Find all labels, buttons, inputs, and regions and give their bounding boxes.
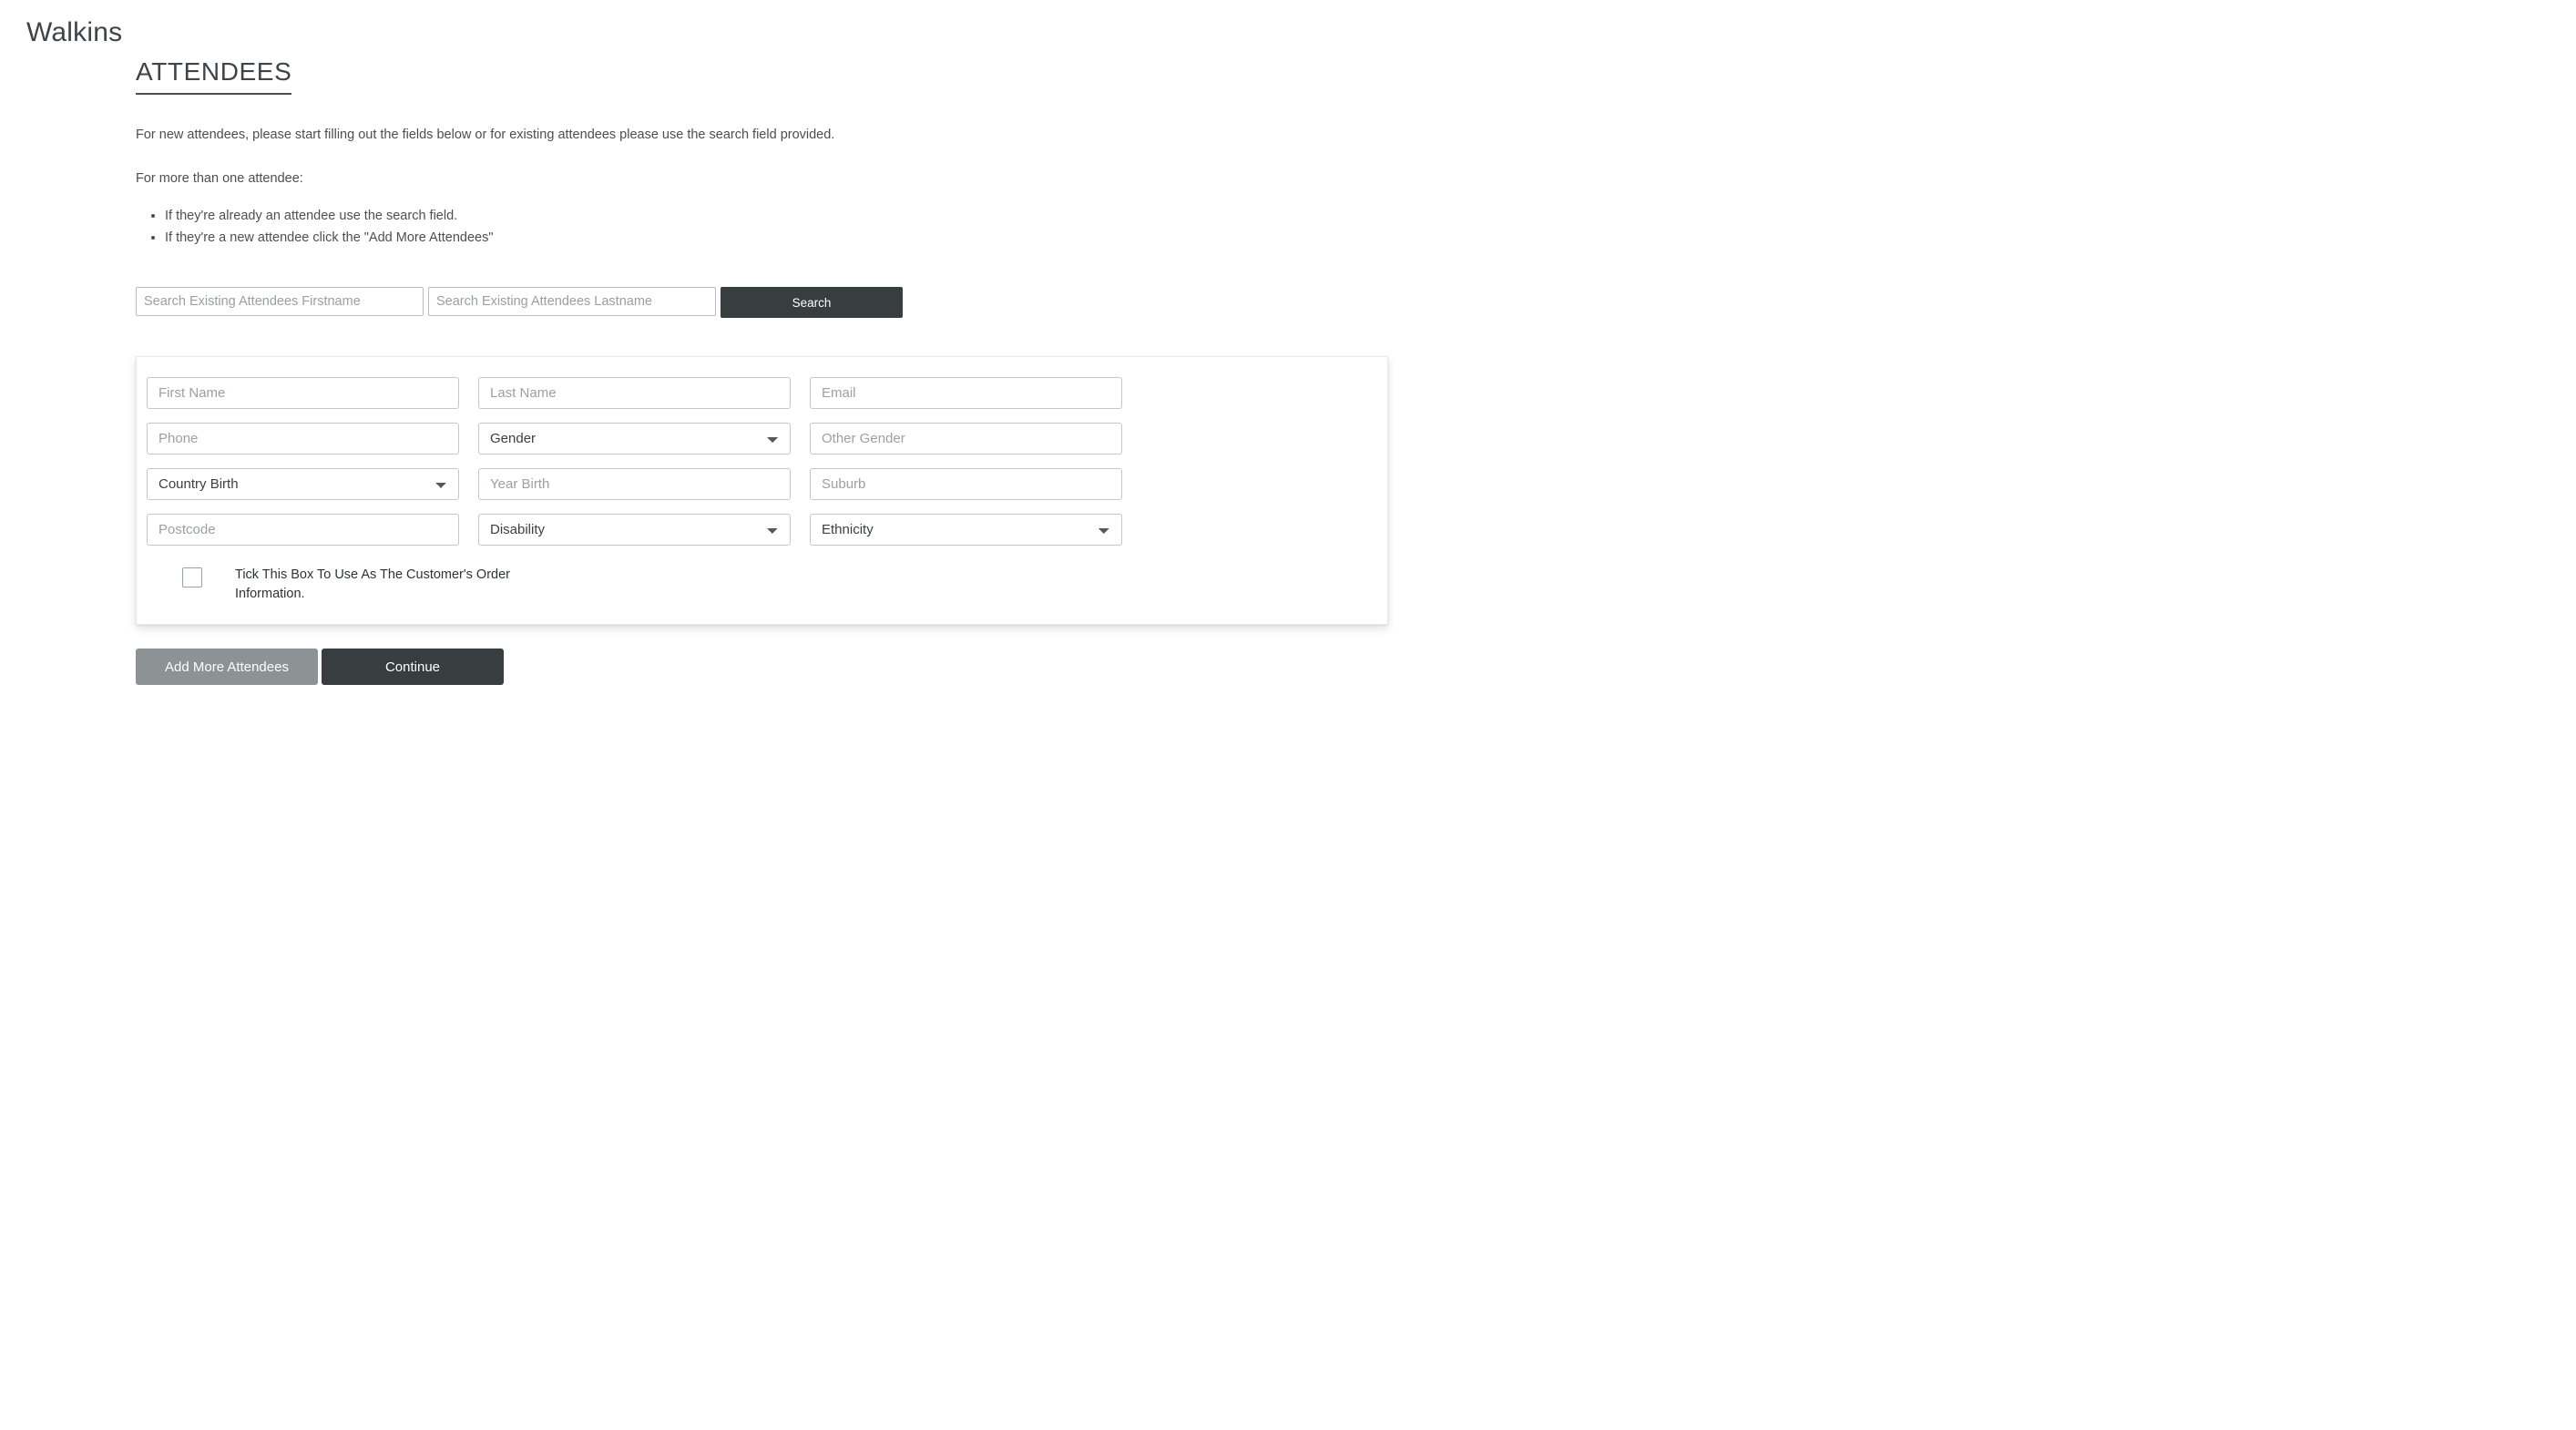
order-info-checkbox[interactable] [182, 567, 202, 587]
search-firstname-input[interactable] [136, 287, 424, 316]
phone-input[interactable] [147, 423, 459, 455]
search-lastname-input[interactable] [428, 287, 716, 316]
last-name-input[interactable] [478, 377, 791, 409]
attendees-page [0, 0, 1428, 792]
list-item: • If they're a new attendee click the "Add More Attendees" [165, 228, 1402, 249]
attendee-form-card [136, 356, 1388, 625]
country-birth-select[interactable] [147, 468, 459, 500]
gender-select[interactable] [478, 423, 791, 455]
year-birth-input[interactable] [478, 468, 791, 500]
search-button[interactable]: Search [721, 287, 903, 318]
add-more-attendees-button[interactable]: Add More Attendees [136, 649, 318, 685]
instructions-list [136, 206, 1402, 249]
intro-secondary-text: For more than one attendee: [136, 171, 303, 187]
form-actions [136, 649, 1402, 685]
suburb-input[interactable] [810, 468, 1122, 500]
intro-text: For new attendees, please start filling out the fields below or for existing attendees please use the search field provided. [136, 128, 835, 142]
attendee-form-grid [137, 377, 1387, 546]
brand-title: Walkins [26, 17, 123, 47]
page-content [136, 57, 1402, 685]
search-row [136, 287, 1402, 318]
postcode-input[interactable] [147, 514, 459, 546]
list-item: • If they're already an attendee use the search field. [165, 206, 1402, 227]
order-info-checkbox-label: Tick This Box To Use As The Customer's Order Information. [235, 567, 511, 602]
other-gender-input[interactable] [810, 423, 1122, 455]
first-name-input[interactable] [147, 377, 459, 409]
disability-select[interactable] [478, 514, 791, 546]
email-input[interactable] [810, 377, 1122, 409]
order-info-checkbox-row [137, 566, 1387, 604]
continue-button[interactable]: Continue [322, 649, 504, 685]
ethnicity-select[interactable] [810, 514, 1122, 546]
page-title: ATTENDEES [136, 57, 291, 95]
